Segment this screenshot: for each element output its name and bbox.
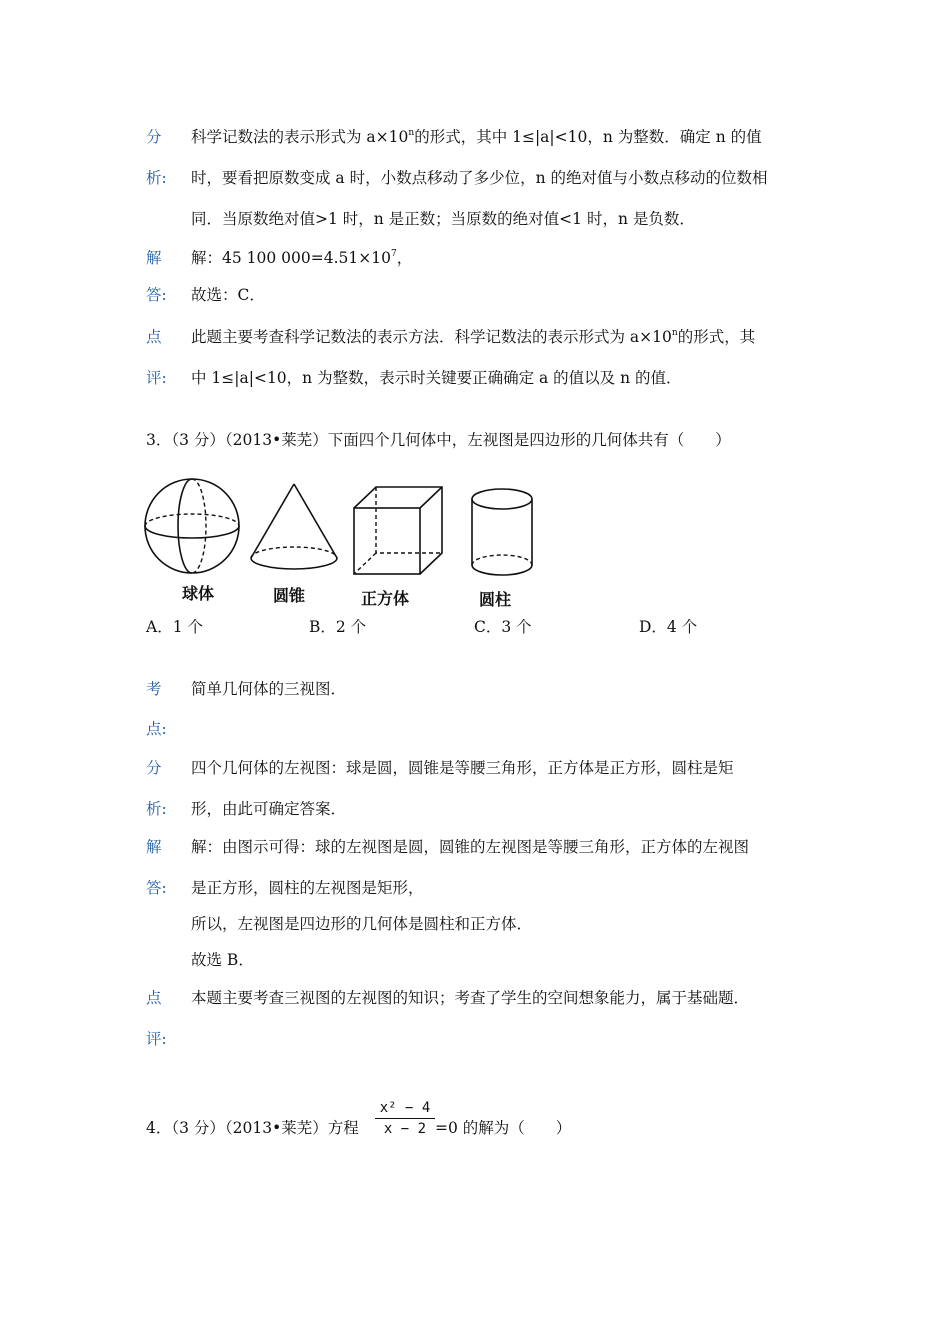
figure-label-cylinder: 圆柱 [479,590,512,609]
q3-analysis-label-2: 析: [146,800,167,818]
q3-question: 3．（3 分）（2013•莱芜）下面四个几何体中，左视图是四边形的几何体共有（ ） [146,431,731,449]
figure-label-cube: 正方体 [361,589,410,608]
q3-analysis-label: 分 [146,759,162,777]
cube-icon [350,484,446,580]
q3-answer-label: 解 [146,838,162,856]
q2-answer-label: 解 [146,249,162,267]
q3-analysis-line-2: 形，由此可确定答案． [191,800,347,818]
q4-question-suffix: =0 的解为（ ） [435,1119,572,1137]
q3-kaodian-label: 考 [146,680,162,698]
q3-answer-label-2: 答: [146,879,167,897]
q2-analysis-line-3: 同．当原数绝对值>1 时，n 是正数；当原数的绝对值<1 时，n 是负数． [191,210,695,228]
q4-question-prefix: 4．（3 分）（2013•莱芜）方程 [146,1119,359,1137]
q3-comment-line: 本题主要考查三视图的左视图的知识；考查了学生的空间想象能力，属于基础题． [191,989,750,1007]
q2-answer-label-2: 答: [146,286,167,304]
q3-answer-line-2: 是正方形，圆柱的左视图是矩形， [191,879,424,897]
q3-answer-line-4: 故选 B． [191,951,254,969]
q3-kaodian-label-2: 点: [146,720,167,738]
cylinder-icon [466,486,538,582]
q2-analysis-line-1: 科学记数法的表示形式为 $a\times 10^n$的形式，其中 1≤|a|<10，n 为整数．确定 n 的值 [191,128,762,146]
q2-comment-label: 点 [146,328,162,346]
q2-analysis-label: 分 [146,128,162,146]
figure-label-sphere: 球体 [182,584,215,603]
fraction-bar [375,1118,435,1119]
figure-label-cone: 圆锥 [273,586,306,605]
q4-denominator: x − 2 [383,1121,427,1137]
option-d: D．4 个 [639,618,698,636]
q4-fraction [375,1099,435,1138]
q3-analysis-line-1: 四个几何体的左视图：球是圆，圆锥是等腰三角形，正方体是正方形，圆柱是矩 [191,759,734,777]
option-c: C．3 个 [474,618,532,636]
q2-answer-line-2: 故选：C． [191,286,265,304]
q4-numerator: x² − 4 [379,1100,431,1116]
q3-answer-line-1: 解：由图示可得：球的左视图是圆，圆锥的左视图是等腰三角形，正方体的左视图 [191,838,750,856]
q2-answer-line-1: 解：45 100 $000=4.51\times 10^7$， [191,249,413,267]
q3-answer-line-3: 所以，左视图是四边形的几何体是圆柱和正方体． [191,915,533,933]
q2-analysis-label-2: 析: [146,169,167,187]
sphere-icon [140,474,244,578]
option-b: B．2 个 [309,618,367,636]
q2-comment-label-2: 评: [146,369,167,387]
q2-comment-line-1: 此题主要考查科学记数法的表示方法．科学记数法的表示形式为 $a\times 10^n$的形式，其 [191,328,756,346]
q3-comment-label: 点 [146,989,162,1007]
option-a: A．1 个 [146,618,203,636]
q2-comment-line-2: 中 1≤|a|<10，n 为整数，表示时关键要正确确定 a 的值以及 n 的值． [191,369,682,387]
q3-comment-label-2: 评: [146,1030,167,1048]
q2-analysis-line-2: 时，要看把原数变成 a 时，小数点移动了多少位，n 的绝对值与小数点移动的位数相 [191,169,768,187]
cone-icon [246,480,342,580]
q3-kaodian-line: 简单几何体的三视图． [191,680,347,698]
